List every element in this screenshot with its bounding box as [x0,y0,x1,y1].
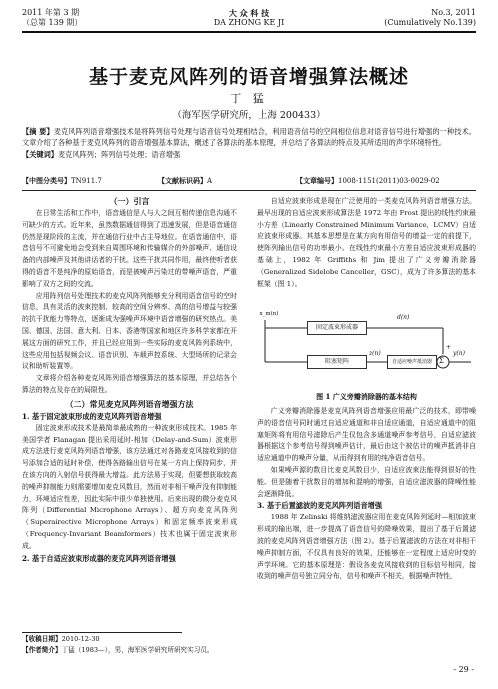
keywords-label: 【关键词】 [22,149,58,159]
paragraph: 文章将介绍各种麦克风阵列语音增强算法的基本原理，并总结各个算法的特点及存在的局限性。 [22,374,237,394]
doc-code-value: A [207,177,213,185]
paragraph: 在日常生活和工作中，语音通信是人与人之间互相传递信息沟通不可缺少的方式。近年来，虽然数据通信得到了迅速发展，但是语音通信仍然是现阶段的主流，并在通信行业中占主导地位。在语音通信中，语音信号不可避免地会受到来自周围环境和传输媒介的外部噪声、通信设备的内部噪声及其他讲话者的干扰。这些干扰共同作用，最终使听者获得的语音不是纯净的原始语音，而是被噪声污染过的带噪声语音，严重影响了双方之间的交流。 [22,209,237,288]
d-signal-label: d(n) [397,314,410,321]
section-introduction-heading: （一）引言 [109,196,150,206]
bio-value: 丁猛（1983—），男，海军医学研究所研究实习员。 [61,645,214,654]
received-label: 【收稿日期】 [22,635,62,643]
input-signal-box [257,310,281,320]
paragraph: 广义旁瓣消除器是麦克风阵列语音增强应用最广泛的技术，即带噪声的语音信号同时通过自适应通道和非自适应通道，自适应通道中的阻塞矩阵将有用信号滤除后产生仅包含多通道噪声参考信号，自适应滤波器根据这个参考信号得到噪声估计，最后由这个被估计的噪声抵消非自适应通道中的噪声分量，从而得到有用的纯净语音信号。 [257,407,476,463]
figure-caption: 图 1 广义旁瓣消除器的基本结构 [316,392,417,401]
clc-label: 【中图分类号】 [22,176,71,185]
paragraph: 如果噪声源的数目比麦克风数目少，自适应波束法能得到很好的性能。但是随着干扰数目的增加和混响的增强，自适应滤波器的降噪性能会逐渐降低。 [257,465,476,498]
received-value: 2010-12-30 [61,635,100,643]
fixed-beamformer-box [307,321,367,335]
figure-gsc-diagram [257,310,476,388]
right-column-top [257,196,476,290]
issue-line: 2011 年第 3 期 [22,8,80,17]
paragraph: 应用阵列信号处理技术的麦克风阵列能够充分利用语音信号的空时信息，具有灵活的波束控制、较高的空间分辨率、高的信号增益与较强的抗干扰能力等特点，逐渐成为强噪声环境中语音增强的研究热点。美国、德国、法国、意大利、日本、香港等国家和地区许多科学家都在开展这方面的研究工作，并且已经应用到一些实际的麦克风阵列系统中，这些应用包括视频会议、语音识别、车载声控系统、大型场所的记录会议和助听装置等。 [22,291,237,371]
clc-value: TN911.7 [71,177,102,185]
section-methods-heading: （二）常见麦克风阵列语音增强方法 [65,398,194,409]
z-signal-label: z(n) [369,350,381,357]
blocking-matrix-box [307,355,367,369]
article-author: 丁 猛 [230,92,268,105]
journal-name-cn: 大 众 科 技 [228,8,270,18]
abstract-text: 麦克风阵列语音增强技术是将阵列信号处理与语音信号处理相结合，利用语音信号的空间相位信息对语音信号进行增强的一种技术。文章介绍了各种基于麦克风阵列的语音增强基本算法，概述了各算法的基本原理，并总结了各算法的特点及其所适用的声学环境特性。 [22,127,476,148]
received-date [22,634,476,645]
y-signal-label: y(n) [453,350,465,357]
footnote-rule [22,632,182,633]
subsection-adaptive-beamforming: 2. 基于自适应波束形成器的麦克风阵列语音增强 [22,553,176,563]
header-rule [22,31,476,33]
left-column [22,194,237,565]
abstract-rule [22,190,476,191]
article-title: 基于麦克风阵列的语音增强算法概述 [88,66,409,88]
bio-label: 【作者简介】 [22,645,62,654]
cumulative-number-line: (Cumulatively No.139) [384,18,476,27]
journal-name-pinyin: DA ZHONG KE JI [213,18,285,27]
paragraph: 1988 年 Zelinski 将维纳滤波器应用在麦克风阵列延时—相加波束形成的输出端，进一步提高了语音信号的降噪效果，提出了基于后置滤波的麦克风阵列语音增强方法（图 2）。基于后置滤波的方法在对非相干噪声抑制方面，不仅具有良好的效果，还能够在一定程度上适应时变的声学环境。它的基本原理是：假设各麦克风接收到的目标信号相同，接收到的噪声信号独立同分布，信号和噪声不相关，根据噪声特性， [257,513,476,581]
article-id [296,176,440,186]
author-bio [22,645,476,656]
number-line: No.3, 2011 [431,8,476,17]
input-signal-label: x_m(n) [259,311,279,317]
minus-sign: - [433,365,436,372]
adaptive-canceller-label: 自适应噪声抵消器 [391,359,432,365]
blocking-matrix-label: 阻塞矩阵 [324,358,349,365]
author-affiliation: （海军医学研究所，上海 200433） [172,110,326,121]
cumulative-issue-line: （总第 139 期） [22,18,83,27]
plus-sign: + [446,344,452,351]
article-id-value: 1008-1151(2011)03-0029-02 [338,177,440,185]
abstract [22,126,476,160]
sum-symbol: Σ [439,357,444,365]
abstract-label: 【摘 要】 [22,127,54,136]
page-number: - 29 - [453,665,474,674]
fixed-beamformer-label: 固定波束形成器 [315,324,358,331]
paragraph: 自适应波束形成是现在广泛使用的一类麦克风阵列语音增强方法。最早出现的自适应波束形成算法是 1972 年由 Frost 提出的线性约束最小方差（Linearly Constrained Minimum Variance，LCMV）自适应波束形成器。其基本思想是在某方向有用信号的增益一定的前提下，使阵列输出信号的功率最小。在线性约束最小方差自适应波束形成器的基础上，1982 年 Griffiths 和 Jim 提出了广义旁瓣消除器（Generalized Sidelobe Canceller，GSC），成为了许多算法的基本框架（图 1）。 [257,197,476,288]
keywords-text: 麦克风阵列；阵列信号处理；语音增强 [57,149,181,159]
footnote [22,634,476,655]
paragraph: 固定波束形成技术是最简单最成熟的一种波束形成技术。1985 年美国学者 Flanagan 提出采用延时-相加（Delay-and-Sum）波束形成方法进行麦克风阵列语音增强，该方法通过对各路麦克风接收到的信号添加合适的延时补偿，使得各路输出信号在某一方向上保持同步，并在该方向的入射信号获得最大增益。此方法易于实现，但要想获取较高的噪声抑制能力则需要增加麦克风数目，然而对非相干噪声没有抑制能力，环境适应性差，因此实际中很少单独使用。后来出现的微分麦克风阵列（Differential Microphone Arrays）、超方向麦克风阵列（Superairective Microphone Arrays）和固定频率波束形成（Frequency-Invariant Beamformers）技术也属于固定波束形成。 [22,423,237,550]
doc-code-label: 【文献标识码】 [158,176,207,185]
right-column-bottom [257,406,476,583]
subsection-fixed-beamforming: 1. 基于固定波束形成的麦克风阵列语音增强 [22,411,162,421]
clc-number [22,176,102,186]
document-code [158,176,212,186]
article-id-label: 【文章编号】 [296,176,338,185]
subsection-post-filter: 3. 基于后置滤波的麦克风阵列语音增强 [257,501,383,511]
journal-number [384,8,476,28]
adaptive-canceller-box [387,355,437,369]
